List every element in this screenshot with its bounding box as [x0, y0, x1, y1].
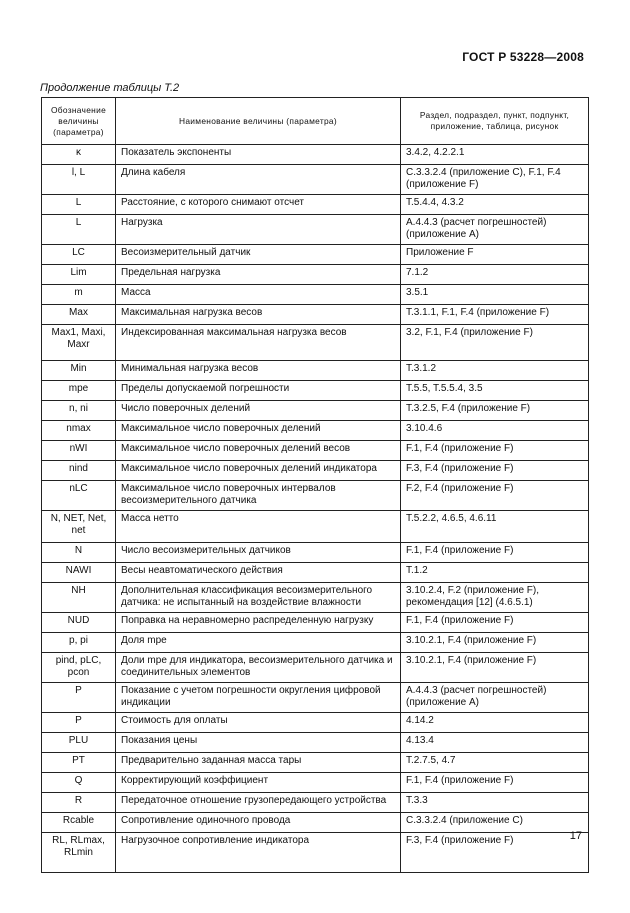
row-name: Корректирующий коэффициент [116, 773, 401, 793]
row-reference: F.1, F.4 (приложение F) [401, 441, 589, 461]
row-reference: F.1, F.4 (приложение F) [401, 543, 589, 563]
col-header-name: Наименование величины (параметра) [116, 98, 401, 145]
row-reference: T.5.5, T.5.5.4, 3.5 [401, 381, 589, 401]
table-row [42, 753, 589, 773]
row-symbol: pind, pLC, pcon [42, 653, 116, 683]
table-row [42, 683, 589, 713]
row-name: Максимальная нагрузка весов [116, 305, 401, 325]
row-reference: T.3.1.1, F.1, F.4 (приложение F) [401, 305, 589, 325]
row-name: Индексированная максимальная нагрузка весов [116, 325, 401, 361]
row-name: Доля mpe [116, 633, 401, 653]
row-name: Минимальная нагрузка весов [116, 361, 401, 381]
row-name: Весоизмерительный датчик [116, 245, 401, 265]
table-row [42, 633, 589, 653]
row-name: Предельная нагрузка [116, 265, 401, 285]
col-header-symbol: Обозначение величины (параметра) [42, 98, 116, 145]
row-name: Стоимость для оплаты [116, 713, 401, 733]
table-row [42, 215, 589, 245]
table-row [42, 833, 589, 873]
row-name: Длина кабеля [116, 165, 401, 195]
row-symbol: nWI [42, 441, 116, 461]
row-reference: 3.10.4.6 [401, 421, 589, 441]
row-symbol: l, L [42, 165, 116, 195]
row-name: Максимальное число поверочных делений [116, 421, 401, 441]
table-row [42, 583, 589, 613]
table-row [42, 563, 589, 583]
row-symbol: NH [42, 583, 116, 613]
table-header-row [42, 98, 589, 145]
table-row [42, 441, 589, 461]
row-name: Максимальное число поверочных интервалов весоизмерительного датчика [116, 481, 401, 511]
table-row [42, 381, 589, 401]
row-name: Предварительно заданная масса тары [116, 753, 401, 773]
table-row [42, 305, 589, 325]
row-reference: 3.4.2, 4.2.2.1 [401, 145, 589, 165]
row-symbol: PLU [42, 733, 116, 753]
row-symbol: m [42, 285, 116, 305]
table-row [42, 245, 589, 265]
row-reference: F.1, F.4 (приложение F) [401, 613, 589, 633]
table-row [42, 773, 589, 793]
row-reference: A.4.4.3 (расчет погрешностей) (приложение A) [401, 683, 589, 713]
row-symbol: RL, RLmax, RLmin [42, 833, 116, 873]
row-name: Доли mpe для индикатора, весоизмерительного датчика и соединительных элементов [116, 653, 401, 683]
row-symbol: nind [42, 461, 116, 481]
row-symbol: NAWI [42, 563, 116, 583]
row-symbol: Rcable [42, 813, 116, 833]
row-symbol: Q [42, 773, 116, 793]
row-reference: C.3.3.2.4 (приложение C), F.1, F.4 (приложение F) [401, 165, 589, 195]
row-reference: F.3, F.4 (приложение F) [401, 833, 589, 873]
document-header: ГОСТ Р 53228—2008 [462, 50, 584, 64]
row-reference: F.3, F.4 (приложение F) [401, 461, 589, 481]
row-name: Максимальное число поверочных делений весов [116, 441, 401, 461]
row-name: Пределы допускаемой погрешности [116, 381, 401, 401]
row-symbol: R [42, 793, 116, 813]
table-row [42, 653, 589, 683]
row-name: Показания цены [116, 733, 401, 753]
row-name: Расстояние, с которого снимают отсчет [116, 195, 401, 215]
row-name: Число поверочных делений [116, 401, 401, 421]
row-name: Масса [116, 285, 401, 305]
row-symbol: L [42, 195, 116, 215]
table-row [42, 461, 589, 481]
row-reference: 4.14.2 [401, 713, 589, 733]
table-row [42, 165, 589, 195]
row-reference: 4.13.4 [401, 733, 589, 753]
row-symbol: mpe [42, 381, 116, 401]
table-row [42, 325, 589, 361]
row-symbol: p, pi [42, 633, 116, 653]
row-name: Показание с учетом погрешности округления цифровой индикации [116, 683, 401, 713]
table-row [42, 543, 589, 563]
row-reference: T.5.2.2, 4.6.5, 4.6.11 [401, 511, 589, 543]
table-row [42, 511, 589, 543]
row-reference: C.3.3.2.4 (приложение C) [401, 813, 589, 833]
table-row [42, 145, 589, 165]
table-row [42, 793, 589, 813]
table-row [42, 285, 589, 305]
row-name: Передаточное отношение грузопередающего устройства [116, 793, 401, 813]
table-row [42, 713, 589, 733]
table-caption: Продолжение таблицы Т.2 [40, 82, 180, 94]
table-row [42, 361, 589, 381]
row-symbol: NUD [42, 613, 116, 633]
row-reference: 3.10.2.1, F.4 (приложение F) [401, 633, 589, 653]
table-row [42, 733, 589, 753]
row-name: Число весоизмерительных датчиков [116, 543, 401, 563]
table-row [42, 613, 589, 633]
row-name: Максимальное число поверочных делений индикатора [116, 461, 401, 481]
col-header-ref: Раздел, подраздел, пункт, подпункт, приложение, таблица, рисунок [401, 98, 589, 145]
row-name: Весы неавтоматического действия [116, 563, 401, 583]
row-symbol: Min [42, 361, 116, 381]
row-name: Нагрузочное сопротивление индикатора [116, 833, 401, 873]
row-reference: F.2, F.4 (приложение F) [401, 481, 589, 511]
row-name: Дополнительная классификация весоизмерительного датчика: не испытанный на воздействие влажности [116, 583, 401, 613]
row-reference: 3.10.2.4, F.2 (приложение F), рекомендация [12] (4.6.5.1) [401, 583, 589, 613]
row-symbol: P [42, 713, 116, 733]
table-row [42, 265, 589, 285]
row-symbol: N [42, 543, 116, 563]
table-row [42, 421, 589, 441]
row-reference: A.4.4.3 (расчет погрешностей) (приложение A) [401, 215, 589, 245]
row-reference: 3.10.2.1, F.4 (приложение F) [401, 653, 589, 683]
row-reference: T.3.1.2 [401, 361, 589, 381]
table-row [42, 813, 589, 833]
row-symbol: PT [42, 753, 116, 773]
row-name: Поправка на неравномерно распределенную нагрузку [116, 613, 401, 633]
row-reference: Приложение F [401, 245, 589, 265]
row-reference: T.5.4.4, 4.3.2 [401, 195, 589, 215]
row-symbol: P [42, 683, 116, 713]
row-reference: 7.1.2 [401, 265, 589, 285]
row-symbol: nLC [42, 481, 116, 511]
row-name: Нагрузка [116, 215, 401, 245]
symbols-table [41, 97, 589, 873]
table-row [42, 481, 589, 511]
row-reference: T.3.2.5, F.4 (приложение F) [401, 401, 589, 421]
row-symbol: Lim [42, 265, 116, 285]
row-symbol: L [42, 215, 116, 245]
row-symbol: Max [42, 305, 116, 325]
row-symbol: Max1, Maxi, Maxr [42, 325, 116, 361]
table-row [42, 195, 589, 215]
row-reference: 3.5.1 [401, 285, 589, 305]
row-symbol: κ [42, 145, 116, 165]
row-reference: 3.2, F.1, F.4 (приложение F) [401, 325, 589, 361]
row-reference: F.1, F.4 (приложение F) [401, 773, 589, 793]
row-name: Масса нетто [116, 511, 401, 543]
row-name: Сопротивление одиночного провода [116, 813, 401, 833]
row-reference: T.3.3 [401, 793, 589, 813]
row-symbol: LC [42, 245, 116, 265]
table-row [42, 401, 589, 421]
row-reference: T.2.7.5, 4.7 [401, 753, 589, 773]
row-name: Показатель экспоненты [116, 145, 401, 165]
row-symbol: nmax [42, 421, 116, 441]
row-reference: T.1.2 [401, 563, 589, 583]
page-number: 17 [569, 830, 582, 842]
row-symbol: N, NET, Net, net [42, 511, 116, 543]
row-symbol: n, ni [42, 401, 116, 421]
